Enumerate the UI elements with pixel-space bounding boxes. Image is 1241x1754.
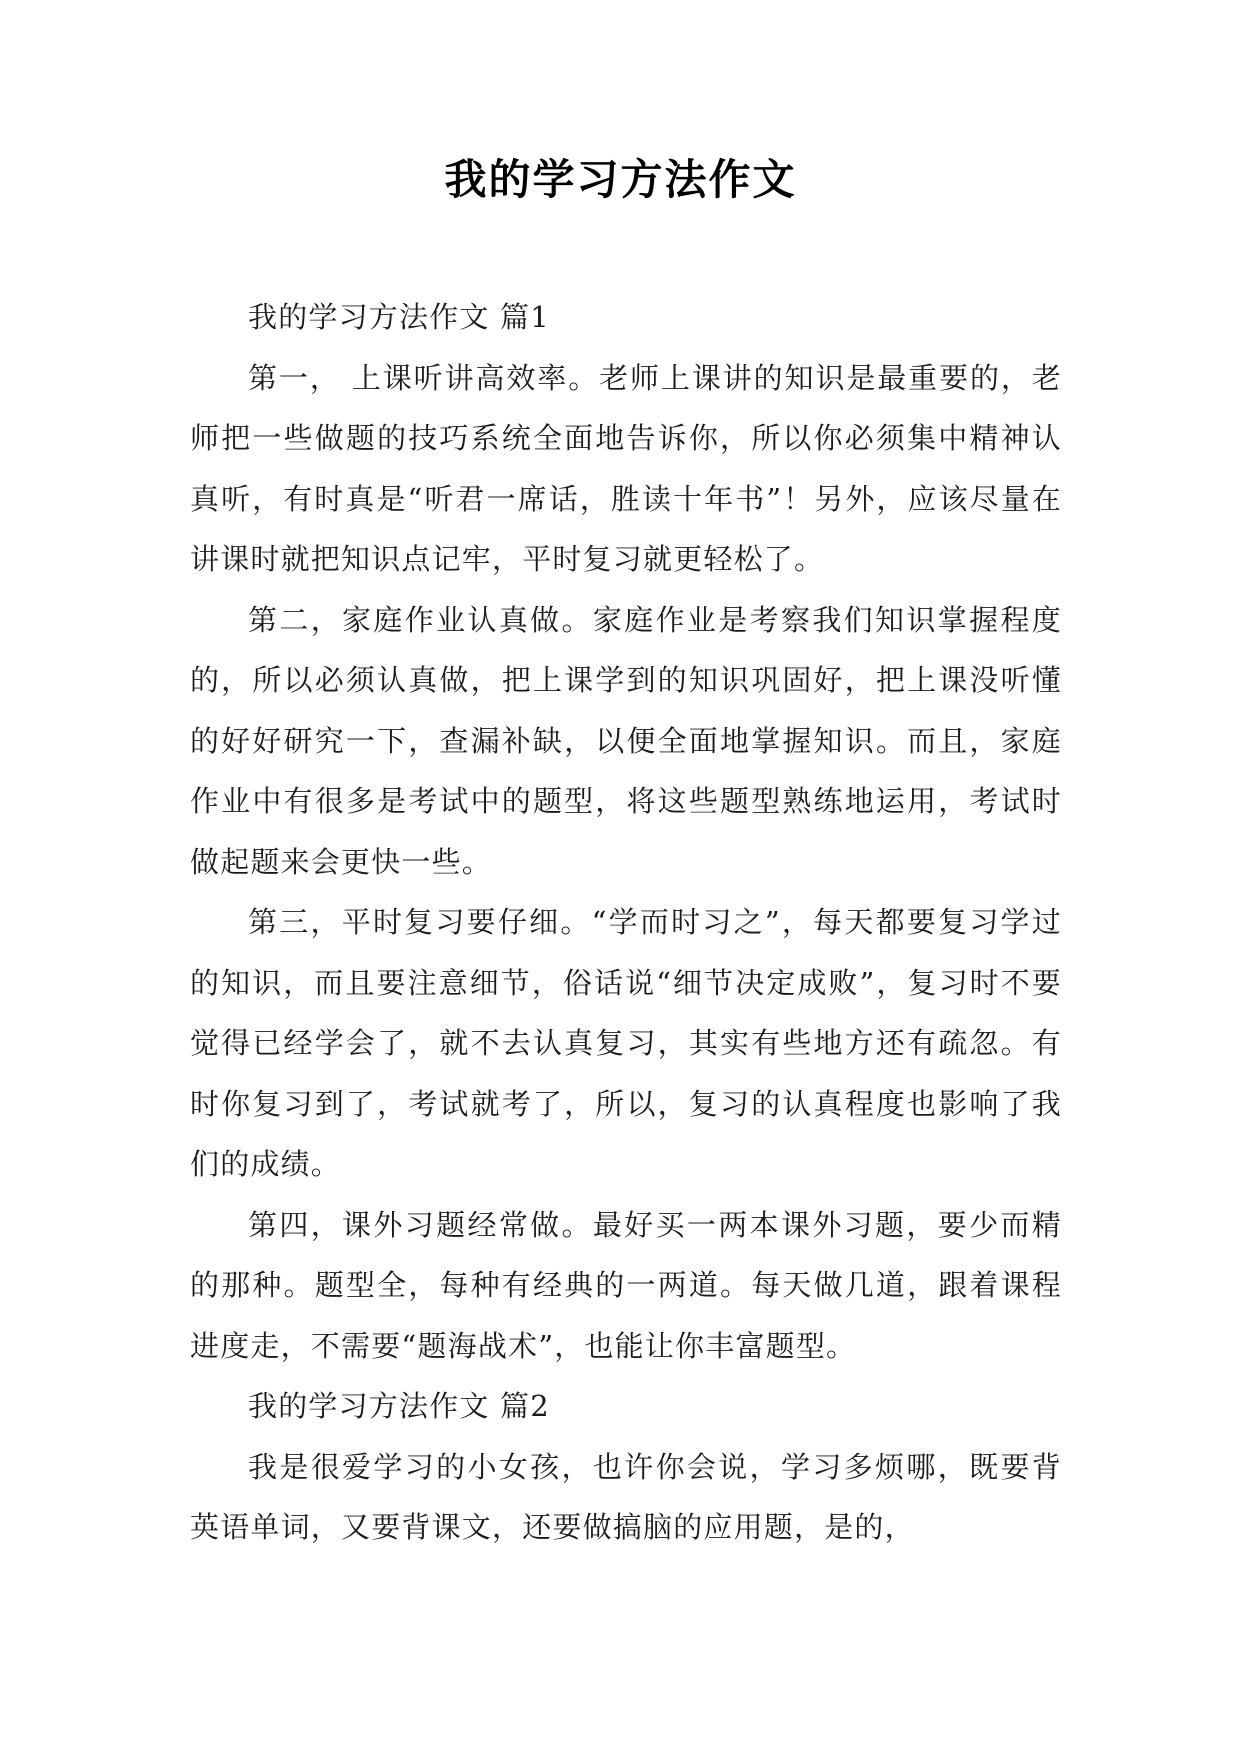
- document-body: [190, 287, 1062, 1558]
- section-heading-1: 我的学习方法作文 篇1: [248, 300, 550, 334]
- paragraph-point-3: 第三，平时复习要仔细。“学而时习之”，每天都要复习学过的知识，而且要注意细节，俗话说“细节决定成败”，复习时不要觉得已经学会了，就不去认真复习，其实有些地方还有疏忽。有时你复习到了，考试就考了，所以，复习的认真程度也影响了我们的成绩。: [190, 905, 1062, 1181]
- paragraph-point-2: 第二，家庭作业认真做。家庭作业是考察我们知识掌握程度的，所以必须认真做，把上课学到的知识巩固好，把上课没听懂的好好研究一下，查漏补缺，以便全面地掌握知识。而且，家庭作业中有很多是考试中的题型，将这些题型熟练地运用，考试时做起题来会更快一些。: [190, 602, 1062, 879]
- section-heading-2: 我的学习方法作文 篇2: [248, 1389, 550, 1423]
- paragraph-essay-2-intro: 我是很爱学习的小女孩，也许你会说，学习多烦哪，既要背英语单词，又要背课文，还要做搞脑的应用题，是的，: [190, 1449, 1062, 1544]
- paragraph-point-1: 第一， 上课听讲高效率。老师上课讲的知识是最重要的，老师把一些做题的技巧系统全面地告诉你，所以你必须集中精神认真听，有时真是“听君一席话，胜读十年书”！另外，应该尽量在讲课时就把知识点记牢，平时复习就更轻松了。: [190, 360, 1062, 576]
- paragraph-point-4: 第四，课外习题经常做。最好买一两本课外习题，要少而精的那种。题型全，每种有经典的一两道。每天做几道，跟着课程进度走，不需要“题海战术”，也能让你丰富题型。: [190, 1207, 1062, 1363]
- document-title: 我的学习方法作文: [444, 155, 797, 204]
